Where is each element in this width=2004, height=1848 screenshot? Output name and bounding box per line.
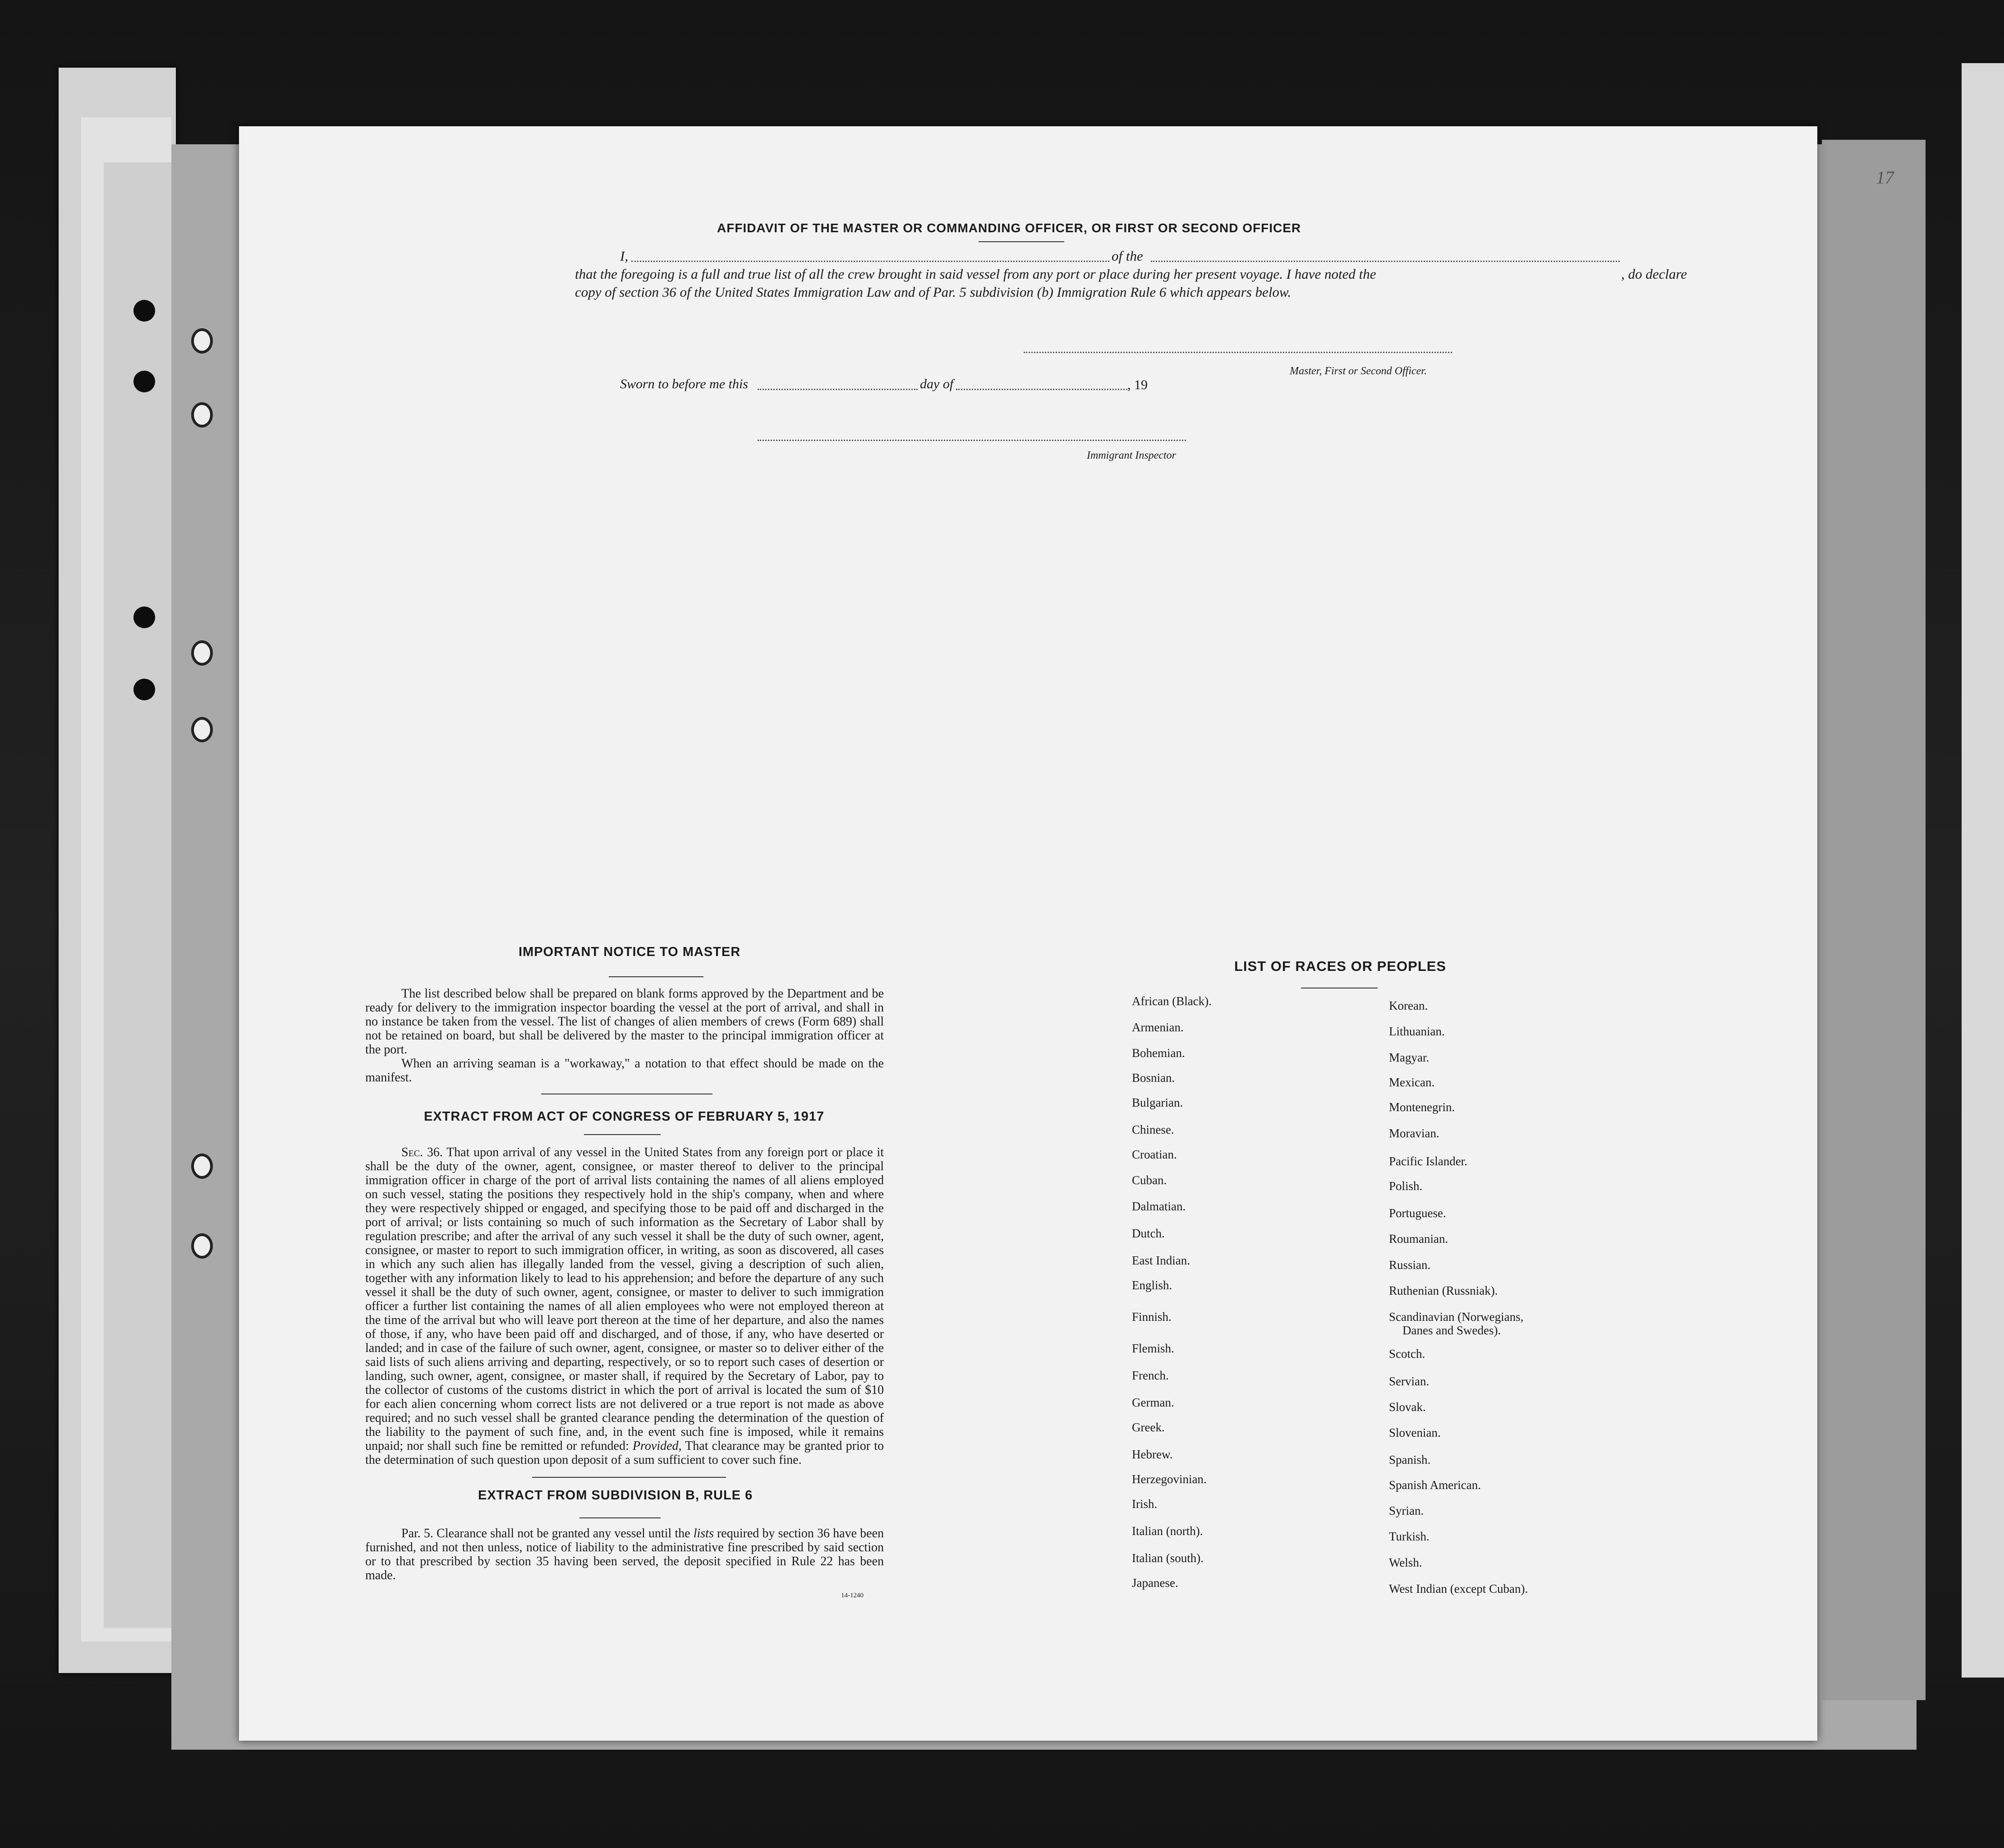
affidavit-of-the-label: of the bbox=[1112, 248, 1143, 264]
race-item: Japanese. bbox=[1132, 1576, 1178, 1590]
section-36-proviso: That clearance may be granted prior to the determination of such question upon deposit of a sum sufficient to cover such fine. bbox=[365, 1439, 884, 1467]
race-item: Croatian. bbox=[1132, 1148, 1177, 1161]
race-item: African (Black). bbox=[1132, 994, 1212, 1008]
race-item: Lithuanian. bbox=[1389, 1025, 1445, 1038]
inspector-caption: Immigrant Inspector bbox=[1087, 450, 1176, 461]
punch-hole bbox=[133, 371, 155, 392]
race-item: Spanish. bbox=[1389, 1453, 1431, 1466]
lists-word: lists bbox=[693, 1526, 714, 1540]
race-item: Ruthenian (Russniak). bbox=[1389, 1284, 1498, 1297]
race-item: Scotch. bbox=[1389, 1347, 1425, 1361]
punch-hole bbox=[191, 1154, 213, 1179]
underlying-sheet-far-right bbox=[1962, 63, 2004, 1678]
punch-hole bbox=[191, 402, 213, 428]
race-item: East Indian. bbox=[1132, 1254, 1190, 1267]
race-item: Scandinavian (Norwegians, bbox=[1389, 1310, 1524, 1324]
race-item: Cuban. bbox=[1132, 1173, 1167, 1187]
punch-hole bbox=[133, 679, 155, 700]
race-item: Syrian. bbox=[1389, 1504, 1424, 1517]
race-item: Montenegrin. bbox=[1389, 1100, 1455, 1114]
affidavit-line-3: copy of section 36 of the United States Immigration Law and of Par. 5 subdivision (b) Immigration Rule 6 which appears below. bbox=[575, 284, 1292, 300]
race-item: Italian (south). bbox=[1132, 1551, 1204, 1565]
notice-title: IMPORTANT NOTICE TO MASTER bbox=[519, 945, 741, 959]
race-item: Flemish. bbox=[1132, 1342, 1174, 1355]
affidavit-i-label: I, bbox=[620, 248, 629, 264]
punch-hole bbox=[133, 300, 155, 322]
sworn-day-blank[interactable] bbox=[758, 389, 918, 390]
punch-hole bbox=[191, 717, 213, 742]
race-item: Mexican. bbox=[1389, 1076, 1435, 1089]
race-item: Korean. bbox=[1389, 999, 1428, 1012]
section-36-text bbox=[365, 1145, 884, 1467]
provided-word: Provided, bbox=[632, 1439, 682, 1453]
act-extract-title: EXTRACT FROM ACT OF CONGRESS OF FEBRUARY 5, 1917 bbox=[424, 1109, 825, 1124]
punch-hole bbox=[191, 640, 213, 666]
race-item: Bulgarian. bbox=[1132, 1096, 1183, 1109]
race-item: Magyar. bbox=[1389, 1051, 1429, 1064]
master-signature-line[interactable] bbox=[1024, 352, 1452, 353]
divider bbox=[609, 976, 703, 977]
day-of-label: day of bbox=[920, 377, 954, 391]
race-item: Pacific Islander. bbox=[1389, 1154, 1467, 1168]
underlying-sheet-right bbox=[1822, 140, 1926, 1700]
divider bbox=[584, 1134, 661, 1135]
race-item: Dutch. bbox=[1132, 1227, 1165, 1240]
divider bbox=[579, 1517, 661, 1518]
affidavit-do-declare: , do declare bbox=[1621, 266, 1687, 282]
race-item: Dalmatian. bbox=[1132, 1200, 1186, 1213]
affidavit-title: AFFIDAVIT OF THE MASTER OR COMMANDING OFFICER, OR FIRST OR SECOND OFFICER bbox=[717, 221, 1301, 235]
vessel-blank-line[interactable] bbox=[1151, 261, 1620, 262]
master-caption: Master, First or Second Officer. bbox=[1290, 365, 1427, 377]
race-item: Roumanian. bbox=[1389, 1232, 1448, 1246]
divider bbox=[979, 241, 1064, 242]
race-item: Finnish. bbox=[1132, 1310, 1172, 1324]
section-36-body: That upon arrival of any vessel in the United States from any foreign port or place it shall be the duty of the owner, agent, consignee, or master thereof to deliver to the principal immigration officer in charge of the port of arrival lists containing the names of all aliens employed on such vessel, stating the positions they respectively hold in the ship's company, when and where they were respectively shipped or engaged, and specifying those to be paid off and discharged in the port of arrival; or lists containing so much of such information as the Secretary of Labor shall by regulation prescribe; and after the arrival of any such vessel it shall be the duty of such owner, agent, consignee, or master to report to such immigration officer, in writing, as soon as discovered, all cases in which any such alien has illegally landed from the vessel, giving a description of such alien, together with any information likely to lead to his apprehension; and before the departure of any such vessel it shall be the duty of such owner, agent, consignee, or master to deliver to such immigration officer a further list containing the names of all alien employees who were not employed thereon at the time of the arrival but who will leave port thereon at the time of her departure, and also the names of those, if any, who have been paid off and discharged, and of those, if any, who have deserted or landed; and in case of the failure of such owner, agent, consignee, or master so to deliver either of the said lists of such aliens arriving and departing, respectively, or so to report such cases of desertion or landing, such owner, agent, consignee, or master shall, if required by the Secretary of Labor, pay to the collector of customs of the customs district in which the port of arrival is located the sum of $10 for each alien concerning whom correct lists are not delivered or a true report is not made as above required; and no such vessel shall be granted clearance pending the determination of the question of the liability to the payment of such fine, and, in the event such fine is imposed, while it remains unpaid; nor shall such fine be remitted or refunded: bbox=[365, 1145, 884, 1453]
race-item: German. bbox=[1132, 1396, 1174, 1409]
race-item: Spanish American. bbox=[1389, 1478, 1481, 1492]
race-item: Italian (north). bbox=[1132, 1524, 1203, 1538]
sworn-month-blank[interactable] bbox=[956, 389, 1127, 390]
race-item: Welsh. bbox=[1389, 1556, 1422, 1569]
punch-hole bbox=[191, 1233, 213, 1259]
race-item: Irish. bbox=[1132, 1497, 1158, 1511]
notice-paragraph-1: The list described below shall be prepared on blank forms approved by the Department and be ready for delivery to the immigration inspector boarding the vessel at the port of arrival, and shall in no instance be taken from the vessel. The list of changes of alien members of crews (Form 689) shall not be retained on board, but shall be delivered by the master to the principal immigration officer at the port. bbox=[365, 987, 884, 1057]
race-item: Bohemian. bbox=[1132, 1046, 1185, 1060]
year-label: , 19 bbox=[1127, 377, 1148, 392]
name-blank-line[interactable] bbox=[631, 261, 1109, 262]
races-title: LIST OF RACES OR PEOPLES bbox=[1234, 958, 1447, 974]
rule-extract-title: EXTRACT FROM SUBDIVISION B, RULE 6 bbox=[478, 1488, 753, 1503]
inspector-signature-line[interactable] bbox=[758, 440, 1186, 441]
race-item: West Indian (except Cuban). bbox=[1389, 1582, 1528, 1595]
affidavit-line-2: that the foregoing is a full and true list of all the crew brought in said vessel from any port or place during her present voyage. I have noted the bbox=[575, 266, 1376, 282]
race-item: English. bbox=[1132, 1278, 1172, 1292]
punch-hole bbox=[133, 607, 155, 628]
race-item: Polish. bbox=[1389, 1179, 1423, 1193]
race-item: Hebrew. bbox=[1132, 1448, 1173, 1461]
notice-paragraph-2: When an arriving seaman is a "workaway," a notation to that effect should be made on the manifest. bbox=[365, 1057, 884, 1085]
race-item: Turkish. bbox=[1389, 1530, 1429, 1543]
race-item: Moravian. bbox=[1389, 1126, 1439, 1140]
sworn-label: Sworn to before me this bbox=[620, 377, 748, 391]
form-number: 14-1240 bbox=[841, 1592, 864, 1599]
manifest-page bbox=[239, 126, 1817, 1741]
race-item: Armenian. bbox=[1132, 1021, 1184, 1034]
race-item: Bosnian. bbox=[1132, 1071, 1175, 1085]
rule-6-body-start: Par. 5. Clearance shall not be granted any vessel until the bbox=[401, 1526, 690, 1540]
race-item: Russian. bbox=[1389, 1258, 1431, 1272]
divider bbox=[532, 1477, 726, 1478]
race-item: French. bbox=[1132, 1369, 1169, 1382]
race-item: Greek. bbox=[1132, 1420, 1165, 1434]
race-item-continuation: Danes and Swedes). bbox=[1402, 1324, 1501, 1337]
race-item: Portuguese. bbox=[1389, 1206, 1446, 1220]
race-item: Chinese. bbox=[1132, 1123, 1174, 1136]
rule-6-text bbox=[365, 1526, 884, 1582]
margin-handwritten-mark: 17 bbox=[1876, 167, 1894, 188]
race-item: Herzegovinian. bbox=[1132, 1472, 1207, 1486]
race-item: Slovenian. bbox=[1389, 1426, 1441, 1439]
section-label: Sec. 36. bbox=[401, 1145, 443, 1159]
punch-hole bbox=[191, 328, 213, 354]
rule-6-body-end: required by section 36 have been furnished, and not then unless, notice of liability to the administrative fine prescribed by said section or to that prescribed by section 35 having been served, the deposit specified in Rule 22 has been made. bbox=[365, 1526, 884, 1582]
race-item: Slovak. bbox=[1389, 1400, 1426, 1414]
race-item: Servian. bbox=[1389, 1375, 1429, 1388]
